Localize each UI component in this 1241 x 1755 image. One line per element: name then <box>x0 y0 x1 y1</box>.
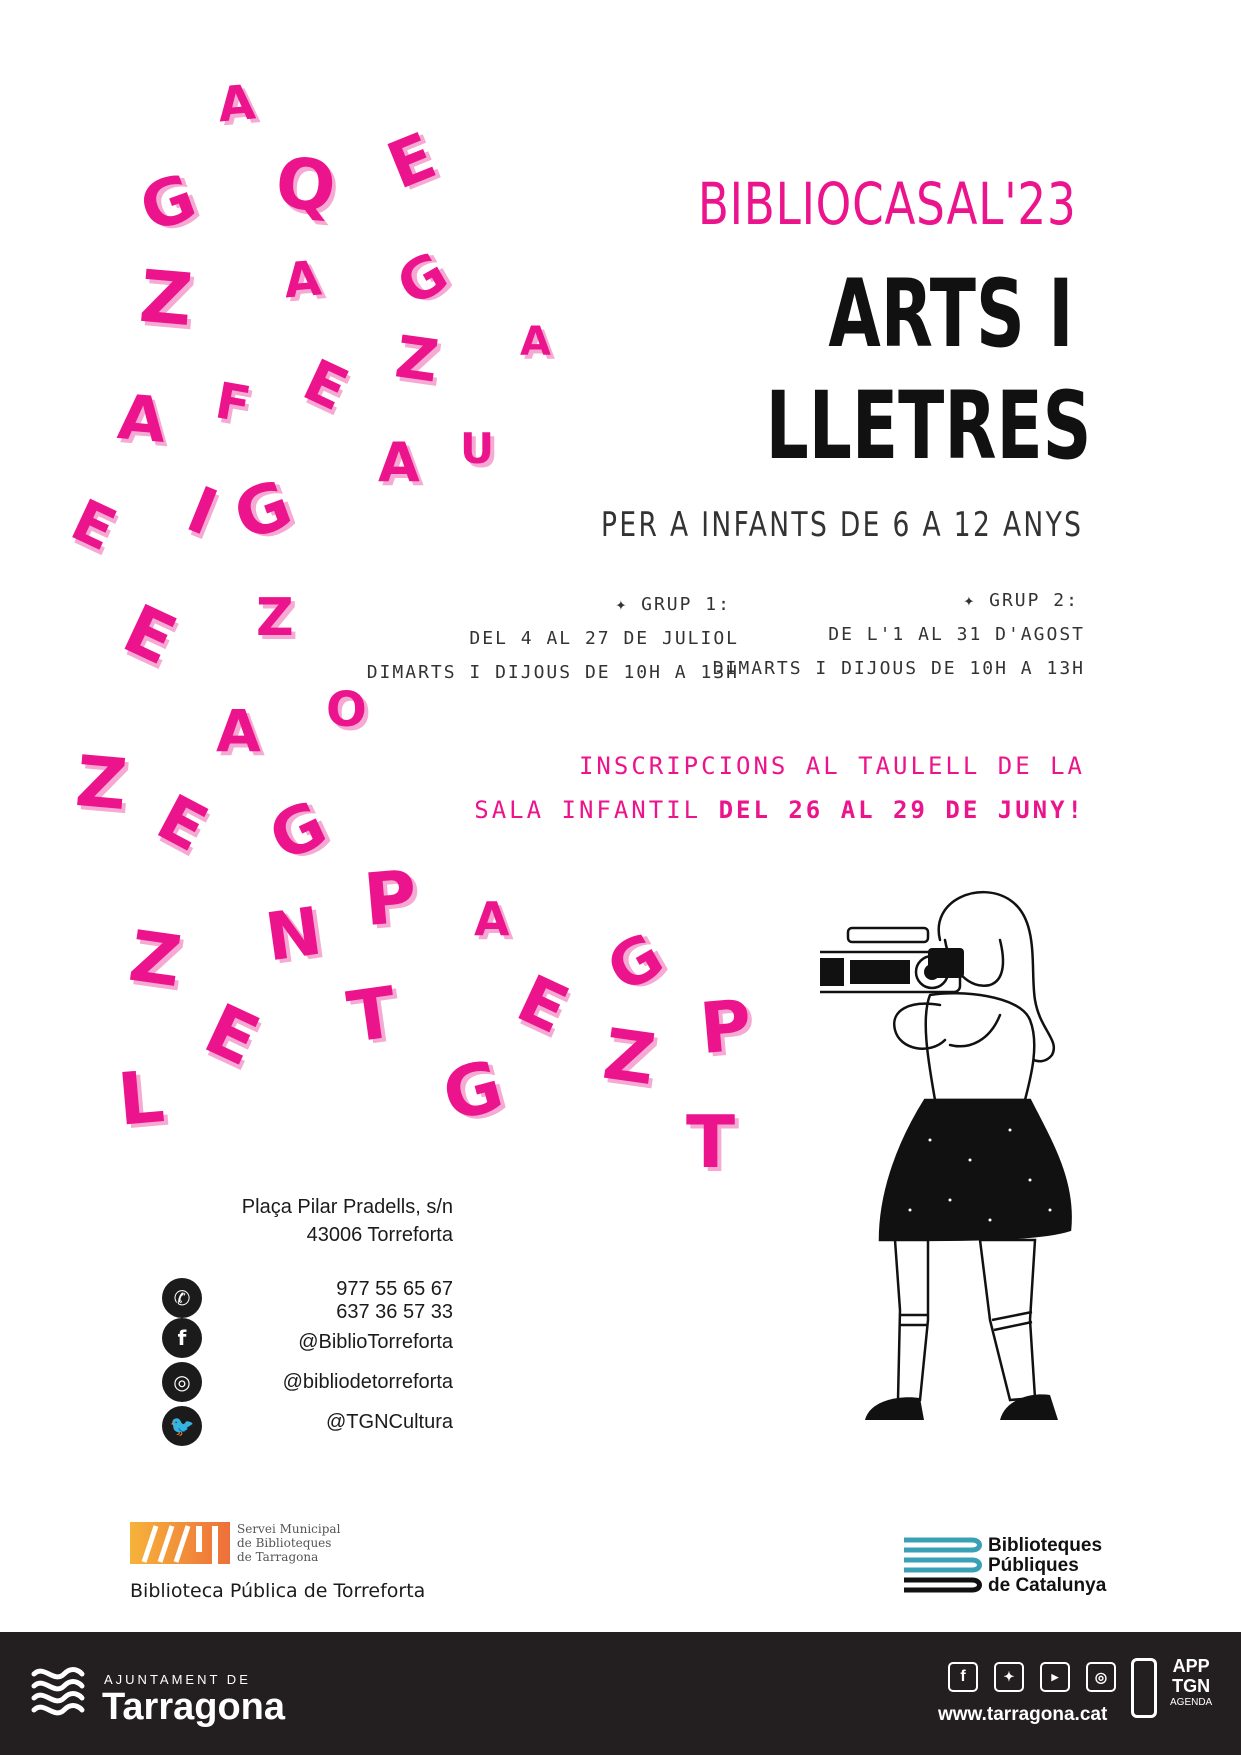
registration-prefix: SALA INFANTIL <box>474 796 719 824</box>
letter: E <box>192 987 271 1083</box>
audience-text: PER A INFANTS DE 6 A 12 ANYS <box>600 505 1083 545</box>
address-line2: 43006 Torreforta <box>306 1224 453 1246</box>
app-line3: AGENDA <box>1170 1697 1213 1708</box>
letter: G <box>130 160 206 248</box>
phone-icon: ✆ <box>162 1278 202 1318</box>
letter: U <box>460 424 495 473</box>
letter: Q <box>272 141 339 229</box>
smb-logo-stripes <box>130 1522 230 1564</box>
letter: A <box>281 250 324 310</box>
letter: N <box>260 892 327 977</box>
instagram-handle[interactable]: @bibliodetorreforta <box>282 1371 453 1393</box>
letter: T <box>342 971 402 1059</box>
group-label: ✦ GRUP 2: <box>963 590 1079 611</box>
group-label: ✦ GRUP 1: <box>615 594 731 615</box>
letter: Z <box>256 588 294 648</box>
bpc-logo-text <box>988 1536 1106 1596</box>
registration-line2 <box>474 796 1085 824</box>
footer-twitter-icon[interactable]: ✦ <box>994 1662 1024 1692</box>
app-tgn-label[interactable] <box>1170 1656 1212 1710</box>
letter: Z <box>124 914 187 1004</box>
letter: A <box>216 697 261 765</box>
letter: E <box>145 781 219 867</box>
instagram-icon: ◎ <box>162 1362 202 1402</box>
smb-line1: Servei Municipal <box>237 1522 341 1536</box>
letter: G <box>594 918 676 1007</box>
letter: O <box>326 682 367 738</box>
phone-number-1[interactable]: 977 55 65 67 <box>336 1278 453 1300</box>
footer-bar <box>0 1632 1241 1755</box>
letter: P <box>696 983 755 1071</box>
letter: A <box>520 319 551 365</box>
bpc-line3: de Catalunya <box>988 1575 1107 1596</box>
letter: Z <box>72 739 131 827</box>
letter: Z <box>136 253 196 343</box>
group-schedule: DIMARTS I DIJOUS DE 10H A 13H <box>712 658 1085 679</box>
letter: E <box>293 345 359 425</box>
twitter-handle[interactable]: @TGNCultura <box>326 1411 453 1433</box>
app-line2: TGN <box>1172 1676 1211 1696</box>
app-line1: APP <box>1172 1656 1210 1676</box>
phone-number-2[interactable]: 637 36 57 33 <box>336 1301 453 1323</box>
footer-facebook-icon[interactable]: f <box>948 1662 978 1692</box>
group-dates: DE L'1 AL 31 D'AGOST <box>828 624 1085 645</box>
letter: A <box>114 380 170 457</box>
ajuntament-logo-icon <box>28 1662 88 1722</box>
twitter-icon: 🐦 <box>162 1406 202 1446</box>
smb-line2: de Biblioteques <box>237 1536 332 1550</box>
letter: E <box>61 485 127 565</box>
footer-youtube-icon[interactable]: ▶ <box>1040 1662 1070 1692</box>
facebook-icon: f <box>162 1318 202 1358</box>
letter: I <box>177 473 227 551</box>
address-line1: Plaça Pilar Pradells, s/n <box>241 1196 453 1218</box>
registration-dates: DEL 26 AL 29 DE JUNY! <box>718 796 1085 824</box>
kicker-title: BIBLIOCASAL'23 <box>698 170 1077 238</box>
bpc-line2: Públiques <box>988 1555 1079 1576</box>
smb-line3: de Tarragona <box>237 1550 319 1564</box>
letter: G <box>434 1043 512 1139</box>
bpc-line1: Biblioteques <box>988 1535 1103 1556</box>
letter: E <box>377 119 446 205</box>
letter: A <box>474 892 510 946</box>
ajuntament-small: AJUNTAMENT DE <box>104 1672 251 1687</box>
letter: P <box>360 853 421 943</box>
letter: G <box>258 787 338 877</box>
registration-line1: INSCRIPCIONS AL TAULELL DE LA <box>578 752 1085 780</box>
title-line2: LLETRES <box>765 372 1091 481</box>
letter: T <box>686 1100 736 1184</box>
letter: Z <box>391 322 443 396</box>
letter: L <box>114 1054 168 1142</box>
girl-with-camera-illustration <box>820 880 1100 1460</box>
facebook-handle[interactable]: @BiblioTorreforta <box>298 1331 453 1353</box>
ajuntament-big: Tarragona <box>102 1686 286 1728</box>
letter: G <box>386 239 459 320</box>
letter: A <box>378 431 420 494</box>
footer-instagram-icon[interactable]: ◎ <box>1086 1662 1116 1692</box>
library-name: Biblioteca Pública de Torreforta <box>130 1580 426 1602</box>
smb-logo-text <box>237 1522 340 1564</box>
bpc-logo-mark <box>902 1536 986 1596</box>
letter: E <box>506 960 580 1049</box>
letter: E <box>111 589 188 682</box>
letter: G <box>224 465 302 556</box>
letter: F <box>211 371 255 435</box>
letter: Z <box>598 1012 661 1102</box>
group-schedule: DIMARTS I DIJOUS DE 10H A 13H <box>366 662 739 683</box>
letter: A <box>215 74 258 134</box>
title-line1: ARTS I <box>827 260 1073 369</box>
group-dates: DEL 4 AL 27 DE JULIOL <box>469 628 739 649</box>
app-phone-icon <box>1131 1658 1157 1718</box>
website-link[interactable]: www.tarragona.cat <box>938 1704 1108 1725</box>
